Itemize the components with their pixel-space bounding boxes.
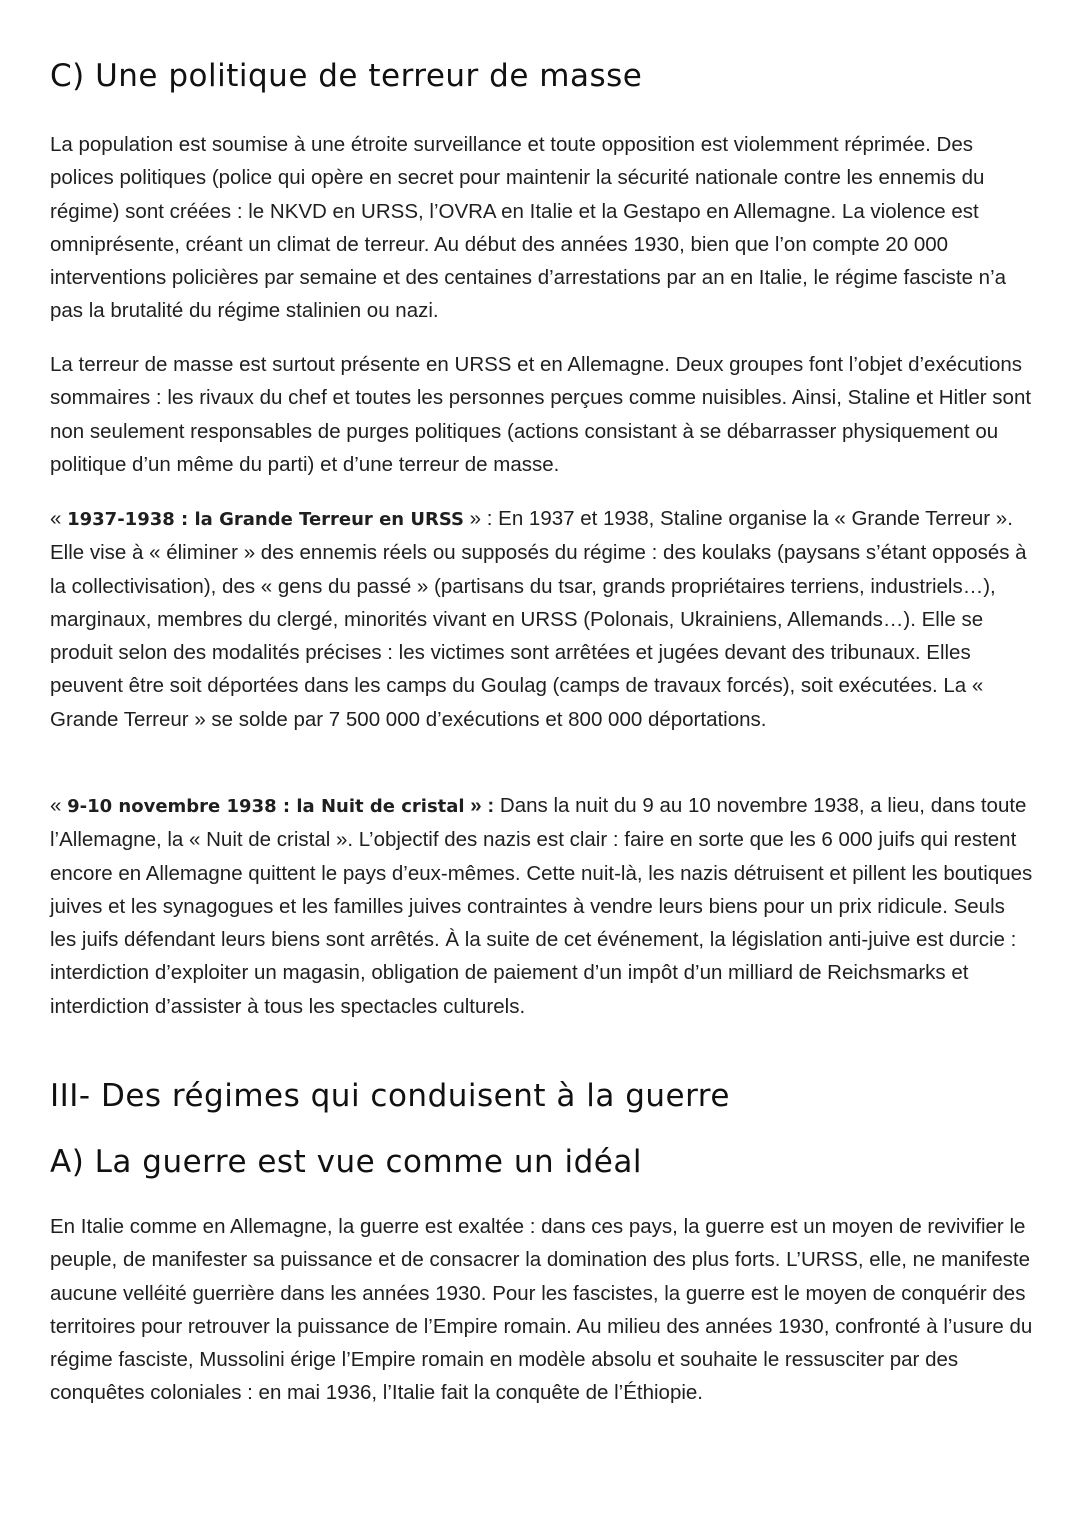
paragraph-surveillance: La population est soumise à une étroite surveillance et toute opposition est violemment réprimée. Des polices politiques (police qui opère en secret pour maintenir la sécurité nationale contre les ennemis du régime) sont créées : le NKVD en URSS, l’OVRA en Italie et la Gestapo en Allemagne. La violence est omniprésente, créant un climat de terreur. Au début des années 1930, bien que l’on compte 20 000 interventions policières par semaine et des centaines d’arrestations par an en Italie, le régime fasciste n’a pas la brutalité du régime stalinien ou nazi. xyxy=(50,133,1007,323)
paragraph-war-ideal: En Italie comme en Allemagne, la guerre est exaltée : dans ces pays, la guerre est un moyen de revivifier le peuple, de manifester sa puissance et de consacrer la domination des plus forts. L’URSS, elle, ne manifeste aucune velléité guerrière dans les années 1930. Pour les fascistes, la guerre est le moyen de conquérir des territoires pour retrouver la puissance de l’Empire romain. Au milieu des années 1930, confronté à l’usure du régime fasciste, Mussolini érige l’Empire romain en modèle absolu et souhaite le ressusciter par des conquêtes coloniales : en mai 1936, l’Italie fait la conquête de l’Éthiopie. xyxy=(50,1215,1033,1405)
close-quote: » : xyxy=(464,794,500,817)
event-body-nuit-de-cristal: Dans la nuit du 9 au 10 novembre 1938, a lieu, dans toute l’Allemagne, la « Nuit de cristal ». L’objectif des nazis est clair : faire en sorte que les 6 000 juifs qui restent encore en Allemagne quittent le pays d’eux-mêmes. Cette nuit-là, les nazis détruisent et pillent les boutiques juives et les synagogues et les familles juives contraintes à vendre leurs biens pour un prix ridicule. Seuls les juifs défendant leurs biens sont arrêtés. À la suite de cet événement, la législation anti-juive est durcie : interdiction d’exploiter un magasin, obligation de paiement d’un impôt d’un milliard de Reichsmarks et interdiction d’assister à tous les spectacles culturels. xyxy=(50,794,1033,1018)
event-title-grande-terreur: 1937-1938 : la Grande Terreur en URSS xyxy=(67,509,464,530)
open-quote: « xyxy=(50,794,68,817)
close-quote: » : xyxy=(463,507,499,530)
event-title-nuit-de-cristal: 9-10 novembre 1938 : la Nuit de cristal xyxy=(67,796,465,817)
event-body-grande-terreur: En 1937 et 1938, Staline organise la « Grande Terreur ». Elle vise à « éliminer » des ennemis réels ou supposés du régime : des koulaks (paysans s’étant opposés à la collectivisation), des « gens du passé » (partisans du tsar, grands propriétaires terriens, industriels…), marginaux, membres du clergé, minorités vivant en URSS (Polonais, Ukrainiens, Allemands…). Elle se produit selon des modalités précises : les victimes sont arrêtées et jugées devant des tribunaux. Elles peuvent être soit déportées dans les camps du Goulag (camps de travaux forcés), soit exécutées. La « Grande Terreur » se solde par 7 500 000 d’exécutions et 800 000 déportations. xyxy=(50,507,1027,731)
paragraph-grande-terreur xyxy=(50,502,1035,736)
paragraph-nuit-de-cristal xyxy=(50,789,1035,1023)
section-heading-a: A) La guerre est vue comme un idéal xyxy=(50,1144,642,1180)
paragraph-mass-terror: La terreur de masse est surtout présente en URSS et en Allemagne. Deux groupes font l’objet d’exécutions sommaires : les rivaux du chef et toutes les personnes perçues comme nuisibles. Ainsi, Staline et Hitler sont non seulement responsables de purges politiques (actions consistant à se débarrasser physiquement ou politique d’un même du parti) et d’une terreur de masse. xyxy=(50,353,1032,476)
open-quote: « xyxy=(50,507,68,530)
part-heading-iii: III- Des régimes qui conduisent à la guerre xyxy=(50,1078,730,1114)
section-heading-c: C) Une politique de terreur de masse xyxy=(50,58,643,94)
